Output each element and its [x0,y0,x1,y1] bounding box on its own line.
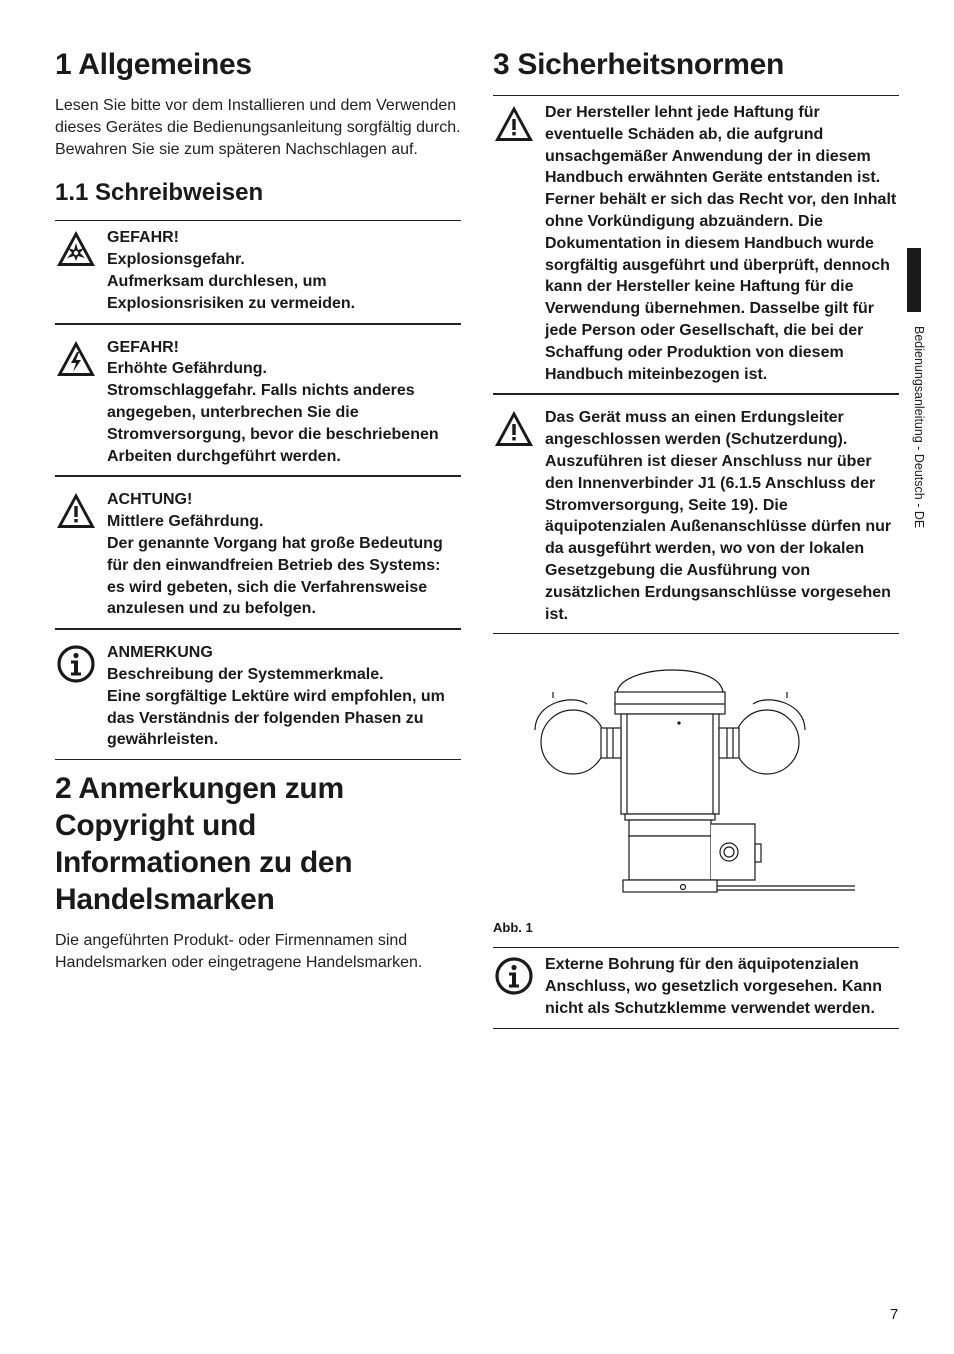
notice-4-line-3: Eine sorgfältige Lektüre wird empfohlen, um das Verständnis der folgenden Phasen zu gewährleisten. [107,687,445,749]
notice-3-line-1: ACHTUNG! [107,491,193,509]
notice-grounding [493,401,899,634]
notice-danger-electric [55,331,461,477]
notice-1-line-3: Aufmerksam durchlesen, um Explosionsrisiken zu vermeiden. [107,272,356,312]
camera-housing-illustration [493,646,899,914]
notice-4-line-1: ANMERKUNG [107,644,213,662]
notice-2-line-3: Stromschlaggefahr. Falls nichts anderes angegeben, unterbrechen Sie die Stromversorgung, bevor die beschriebenen Arbeiten durchgeführt werden. [107,382,439,465]
section-1-1-title: 1.1 Schreibweisen [55,179,264,207]
section-1-title: 1 Allgemeines [55,48,252,81]
left-column [55,46,461,974]
right-column [493,46,899,1029]
warning-icon [493,104,535,144]
notice-4-line-2: Beschreibung der Systemmerkmale. [107,665,384,683]
info-icon [493,956,535,996]
divider [55,476,461,483]
notice-liability-text: Der Hersteller lehnt jede Haftung für eventuelle Schäden ab, die aufgrund unsachgemäßer Anwendung der in diesem Handbuch erwähnten Geräte entstanden ist. Ferner behält er sich das Recht vor, den Inhalt ohne Vorkündigung abzuändern. Die Dokumentation in diesem Handbuch wurde sorgfältig ausgeführt und überprüft, dennoch kann der Hersteller keine Haftung für die Verwendung übernehmen. Dasselbe gilt für jede Person oder Gesellschaft, die bei der Schaffung oder Produktion von diesem Handbuch miteinbezogen ist. [545,104,897,383]
notice-note [55,636,461,760]
notice-bore-hole-text: Externe Bohrung für den äquipotenzialen Anschluss, wo gesetzlich vorgesehen. Kann nicht als Schutzklemme verwendet werden. [545,956,882,1017]
electric-shock-icon [55,339,97,379]
notice-1-line-2: Explosionsgefahr. [107,251,245,269]
notice-bore-hole [493,947,899,1028]
notice-caution [55,483,461,629]
section-2-title: 2 Anmerkungen zum Copyright und Informationen zu den Handelsmarken [55,772,353,917]
notice-grounding-text: Das Gerät muss an einen Erdungsleiter angeschlossen werden (Schutzerdung). Auszuführen ist dieser Anschluss nur über den Innenverbinder J1 (6.1.5 Anschluss der Stromversorgung, Seite 19). Die äquipotenzialen Außenanschlüsse dürfen nur da ausgeführt werden, wo von der lokalen Gesetzgebung die Ausführung von zusätzlichen Erdungsanschlüsse vorgesehen ist. [545,409,892,623]
notice-2-line-1: GEFAHR! [107,338,179,356]
figure-camera-housing [493,646,899,914]
section-2-body: Die angeführten Produkt- oder Firmennamen sind Handelsmarken oder eingetragene Handelsmarken. [55,932,423,971]
notice-danger-explosion [55,220,461,323]
warning-icon [55,491,97,531]
explosion-icon [55,229,97,269]
notice-1-line-1: GEFAHR! [107,229,179,247]
notice-3-line-3: Der genannte Vorgang hat große Bedeutung für den einwandfreien Betrieb des Systems: es wird gebeten, sich die Verfahrensweise anzulesen und zu befolgen. [107,534,443,618]
notice-3-line-2: Mittlere Gefährdung. [107,513,264,531]
side-label: Bedienungsanleitung - Deutsch - DE [912,326,926,529]
section-3-title: 3 Sicherheitsnormen [493,48,785,81]
info-icon [55,644,97,684]
page-number: 7 [890,1306,899,1323]
notice-liability [493,95,899,394]
divider [55,629,461,636]
section-1-body: Lesen Sie bitte vor dem Installieren und dem Verwenden dieses Gerätes die Bedienungsanleitung sorgfältig durch. Bewahren Sie sie zum späteren Nachschlagen auf. [55,97,461,158]
figure-caption: Abb. 1 [493,920,533,936]
divider [493,394,899,401]
side-tab-marker [907,248,921,312]
notice-2-line-2: Erhöhte Gefährdung. [107,360,267,378]
divider [55,324,461,331]
warning-icon [493,409,535,449]
